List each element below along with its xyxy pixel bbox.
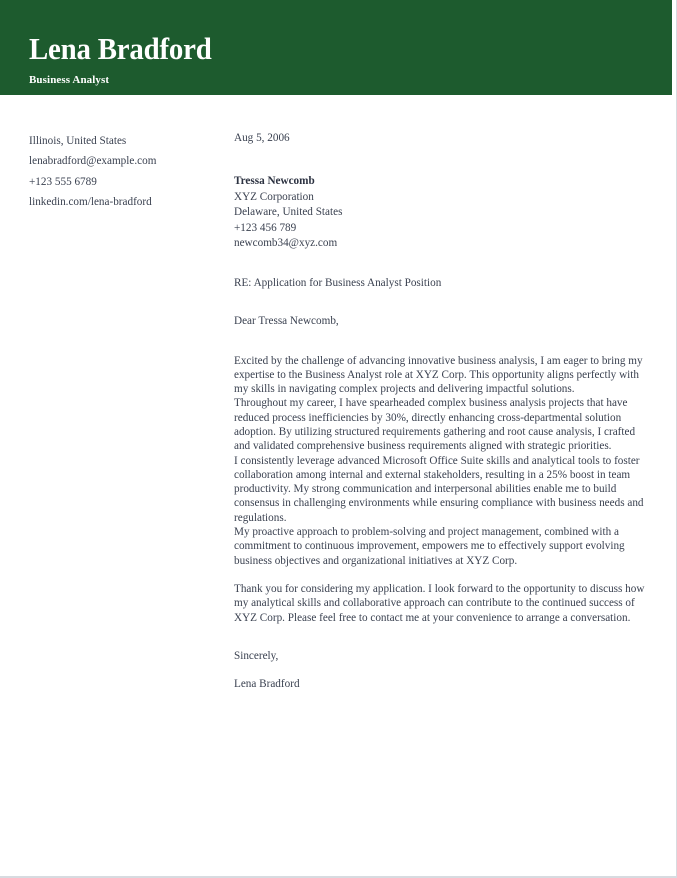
contact-phone[interactable]: +123 555 6789 — [29, 175, 97, 188]
recipient-block — [234, 174, 646, 252]
contact-email[interactable]: lenabradford@example.com — [29, 155, 157, 168]
document-content — [0, 95, 672, 878]
recipient-email: newcomb34@xyz.com — [234, 237, 338, 249]
letter-paragraphs — [234, 354, 646, 625]
recipient-name: Tressa Newcomb — [234, 175, 315, 187]
contact-location: Illinois, United States — [29, 135, 127, 147]
letter-paragraph: I consistently leverage advanced Microsoft Office Suite skills and analytical tools to foster collaboration among internal and external stakeholders, resulting in a 25% boost in team productivity. My strong communication and interpersonal abilities enable me to build consensus in challenging environments while ensuring compliance with business needs and regulations. — [234, 454, 644, 524]
salutation: Dear Tressa Newcomb, — [234, 314, 339, 327]
letter-paragraph: Excited by the challenge of advancing innovative business analysis, I am eager to bring my expertise to the Business Analyst role at XYZ Corp. This opportunity aligns perfectly with my skills in navigating complex projects and delivering impactful solutions. — [234, 354, 643, 396]
letter-date: Aug 5, 2006 — [234, 132, 290, 144]
recipient-phone: +123 456 789 — [234, 221, 297, 234]
header-band — [0, 0, 672, 95]
applicant-name: Lena Bradford — [29, 31, 212, 66]
closing-line: Sincerely, — [234, 649, 279, 662]
recipient-company: XYZ Corporation — [234, 190, 314, 203]
letter-paragraph: My proactive approach to problem-solving and project management, combined with a commitment to continuous improvement, empowers me to effectively support evolving business objectives and organizational initiatives at XYZ Corp. — [234, 526, 625, 567]
contact-sidebar — [29, 131, 214, 213]
signature-name: Lena Bradford — [234, 677, 300, 690]
contact-linkedin[interactable]: linkedin.com/lena-bradford — [29, 196, 152, 209]
recipient-location: Delaware, United States — [234, 206, 343, 218]
letter-body — [234, 131, 646, 692]
letter-paragraph: Thank you for considering my application. I look forward to the opportunity to discuss how my analytical skills and collaborative approach can contribute to the continued success of XYZ Corp. Please feel free to contact me at your convenience to arrange a conversation. — [234, 582, 645, 624]
subject-line: RE: Application for Business Analyst Position — [234, 276, 442, 289]
applicant-job-title: Business Analyst — [29, 74, 110, 86]
letter-paragraph: Throughout my career, I have spearheaded complex business analysis projects that have reduced process inefficiencies by 30%, directly enhancing cross-departmental solution adoption. By utilizing structured requirements gathering and root cause analysis, I crafted and validated comprehensive business requirements aligned with strategic priorities. — [234, 397, 636, 453]
